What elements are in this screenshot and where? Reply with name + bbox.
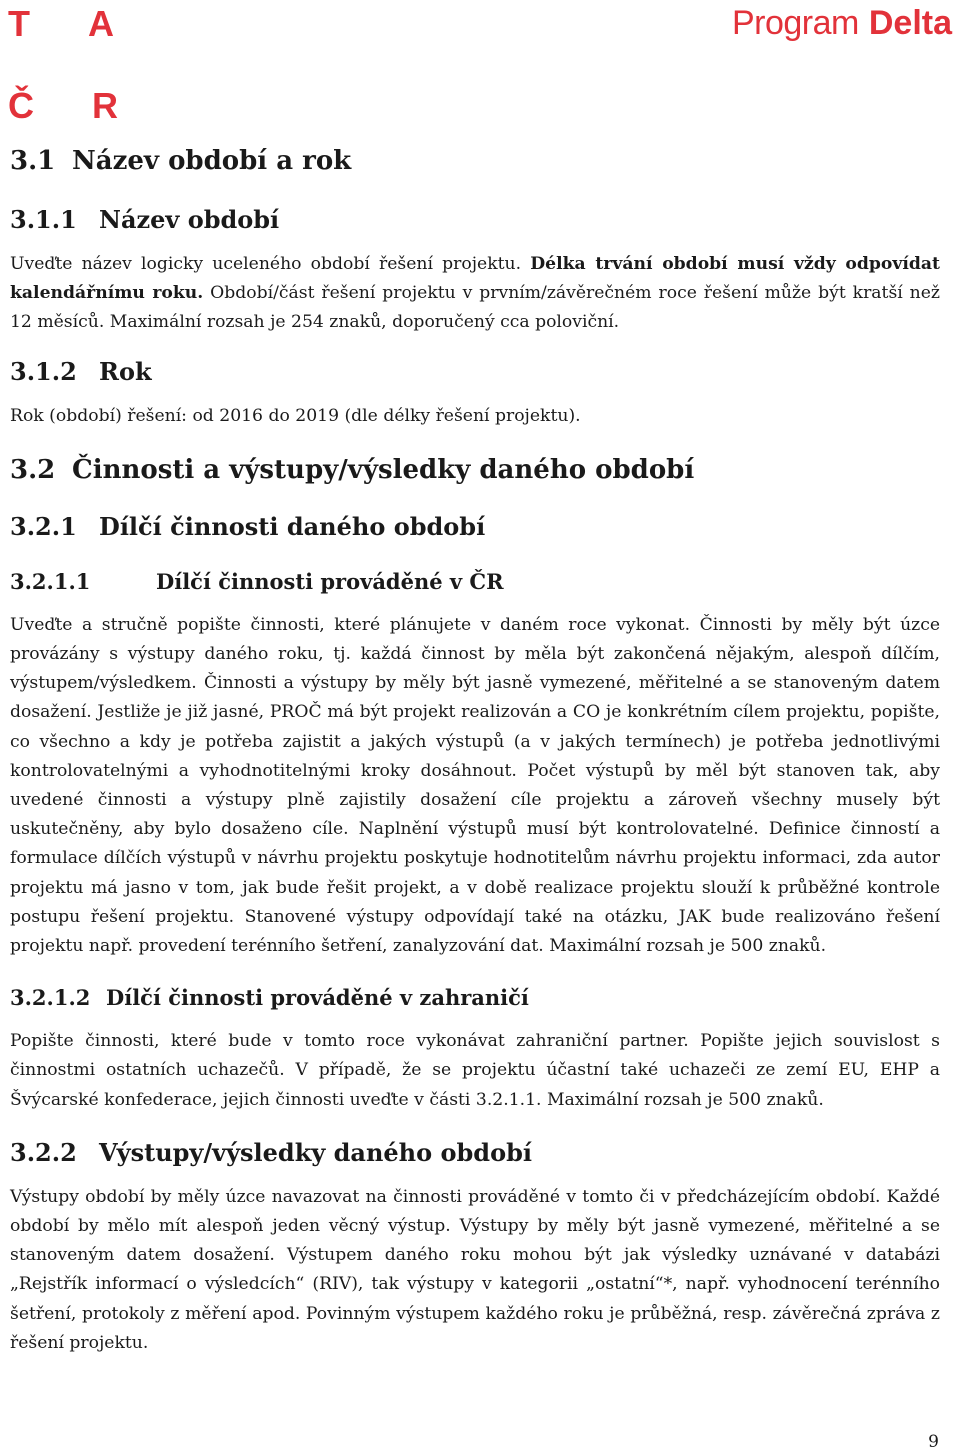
document-body [10, 140, 940, 1358]
logo-letter-t: T [8, 3, 30, 44]
heading-3-2-2 [10, 1137, 940, 1169]
heading-title: Dílčí činnosti prováděné v ČR [156, 568, 504, 594]
heading-title: Název období a rok [72, 146, 352, 176]
heading-title: Rok [99, 356, 152, 386]
paragraph-3-1-2: Rok (období) řešení: od 2016 do 2019 (dle délky řešení projektu). [10, 405, 581, 426]
heading-title: Výstupy/výsledky daného období [99, 1137, 532, 1167]
logo-letter-a: A [88, 3, 114, 44]
heading-3-2-1-2 [10, 983, 940, 1013]
logo-letter-r: R [92, 85, 118, 126]
paragraph-3-2-1-1: Uveďte a stručně popište činnosti, které plánujete v daném roce vykonat. Činnosti by měly být úzce provázány s výstupy daného roku, tj. každá činnost by měla být zakončená nějakým, alespoň dílčím, výstupem/výsledkem. Činnosti a výstupy by měly být jasně vymezené, měřitelné a se stanoveným datem dosažení. Jestliže je již jasné, PROČ má být projekt realizován a CO je konkrétním cílem projektu, popište, co všechno a kdy je potřeba zajistit a jakých výstupů (a v jakých termínech) je potřeba jednotlivými kontrolovatelnými a vyhodnotitelnými kroky dosáhnout. Počet výstupů by měl být stanoven tak, aby uvedené činnosti a výstupy plně zajistily dosažení cíle projektu a zároveň všechny musely být uskutečněny, aby bylo dosaženo cíle. Naplnění výstupů musí být kontrolovatelné. Definice činností a formulace dílčích výstupů v návrhu projektu poskytuje hodnotitelům návrhu projektu informaci, zda autor projektu má jasno v tom, jak bude řešit projekt, a v době realizace projektu slouží k průběžné kontrole postupu řešení projektu. Stanovené výstupy odpovídají také na otázku, JAK bude realizováno řešení projektu např. provedení terénního šetření, zanalyzování dat. Maximální rozsah je 500 znaků. [10, 614, 940, 957]
heading-3-2-1 [10, 511, 940, 543]
paragraph-3-1-1 [10, 250, 940, 338]
heading-number: 3.2 [10, 454, 56, 485]
page-number: 9 [928, 1432, 939, 1452]
program-delta-logo [732, 4, 952, 43]
paragraph-3-2-2: Výstupy období by měly úzce navazovat na činnosti prováděné v tomto či v předcházejícím období. Každé období by mělo mít alespoň jeden věcný výstup. Výstupy by měly být jasně vymezené, měřitelné a se stanoveným datem dosažení. Výstupem daného roku mohou být jak výsledky uznávané v databázi „Rejstřík informací o výsledcích“ (RIV), tak výstupy v kategorii „ostatní“*, např. vyhodnocení terénního šetření, protokoly z měření apod. Povinným výstupem každého roku je průběžná, resp. závěrečná zpráva z řešení projektu. [10, 1186, 940, 1353]
heading-number: 3.2.1 [10, 511, 77, 541]
heading-3-2 [10, 453, 940, 487]
paragraph-3-2-1-2: Popište činnosti, které bude v tomto roce vykonávat zahraniční partner. Popište jejich souvislost s činnostmi ostatních uchazečů. V případě, že se projektu účastní také uchazeči ze zemí EU, EHP a Švýcarské konfederace, jejich činnosti uveďte v části 3.2.1.1. Maximální rozsah je 500 znaků. [10, 1031, 940, 1110]
heading-title: Název období [99, 205, 280, 234]
heading-3-1 [10, 144, 940, 178]
delta-word: Delta [868, 4, 952, 42]
heading-number: 3.2.1.1 [10, 568, 91, 594]
text-run-bold: Délka trvání období musí vždy odpovídat kalendářnímu roku. [10, 254, 940, 304]
heading-title: Dílčí činnosti prováděné v zahraničí [106, 985, 529, 1011]
heading-title: Činnosti a výstupy/výsledky daného období [72, 454, 695, 485]
heading-number: 3.1 [10, 146, 56, 176]
program-word: Program [731, 4, 859, 42]
text-run: Uveďte název logicky uceleného období řešení projektu. [10, 254, 531, 274]
heading-3-1-1 [10, 204, 940, 236]
heading-number: 3.2.2 [10, 1137, 77, 1167]
heading-3-2-1-1 [10, 567, 940, 597]
heading-number: 3.1.1 [10, 205, 77, 234]
heading-number: 3.1.2 [10, 356, 77, 386]
heading-3-1-2 [10, 356, 940, 388]
heading-title: Dílčí činnosti daného období [99, 511, 486, 541]
logo-letter-c: Č [8, 85, 34, 126]
text-run: Období/část řešení projektu v prvním/závěrečném roce řešení může být kratší než 12 měsíců. Maximální rozsah je 254 znaků, doporučený cca poloviční. [10, 283, 940, 333]
heading-number: 3.2.1.2 [10, 985, 91, 1011]
